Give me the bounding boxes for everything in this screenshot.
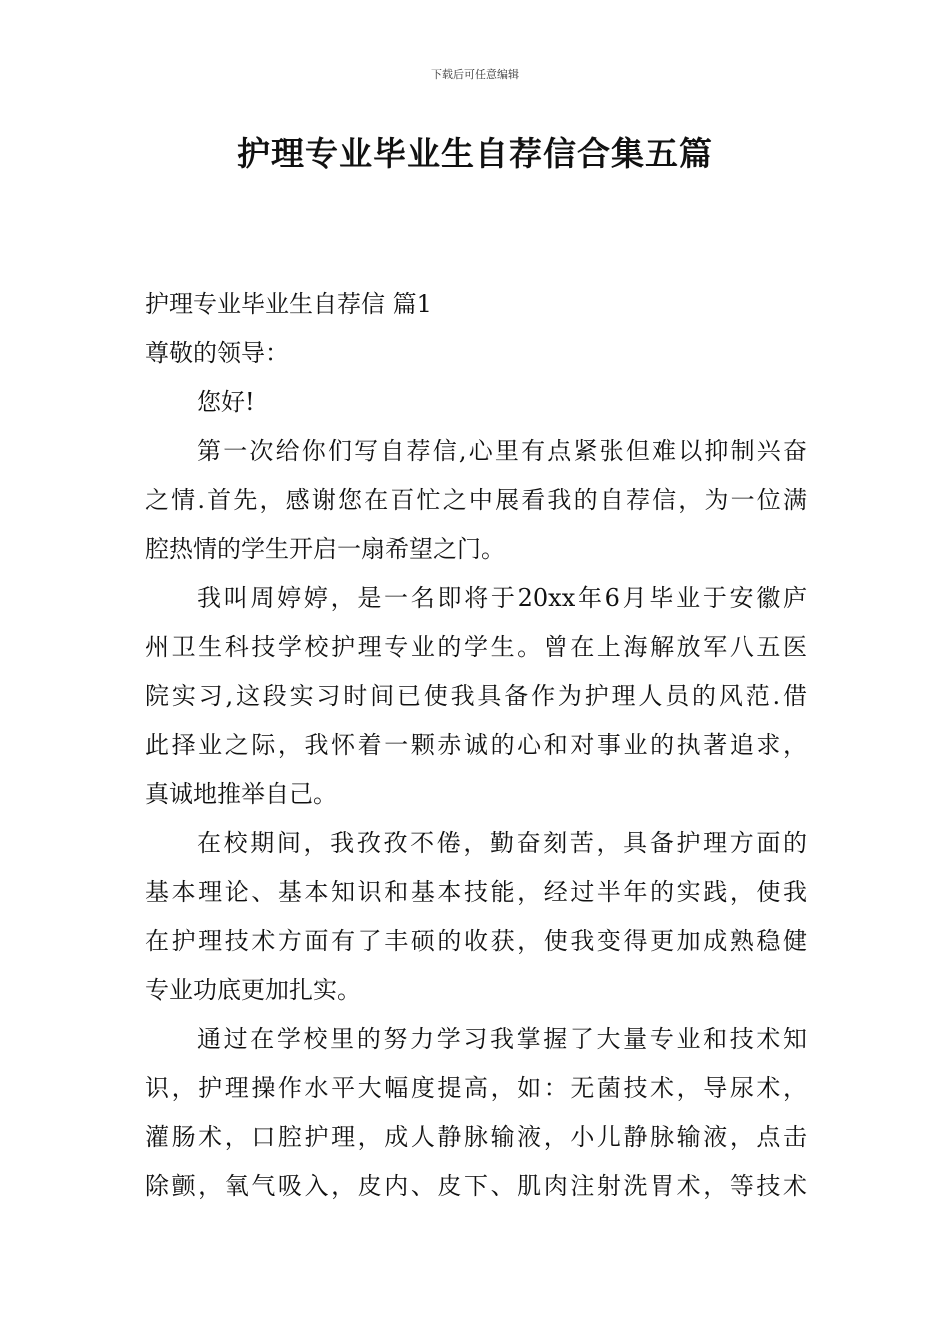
page-header-note: 下载后可任意编辑 xyxy=(431,68,519,81)
section-heading: 护理专业毕业生自荐信 篇1 xyxy=(145,290,432,318)
text-line: 院实习,这段实习时间已使我具备作为护理人员的风范.借 xyxy=(145,682,807,710)
text-line: 识，护理操作水平大幅度提高，如：无菌技术，导尿术， xyxy=(145,1074,807,1102)
letter-body xyxy=(145,280,807,1211)
text-line: 第一次给你们写自荐信,心里有点紧张但难以抑制兴奋 xyxy=(197,437,807,465)
greeting: 您好! xyxy=(197,388,255,416)
text-line: 专业功底更加扎实。 xyxy=(145,976,361,1004)
paragraph-lines xyxy=(145,427,807,1211)
document-title: 护理专业毕业生自荐信合集五篇 xyxy=(237,134,713,173)
text-line: 通过在学校里的努力学习我掌握了大量专业和技术知 xyxy=(197,1025,807,1053)
text-line: 此择业之际，我怀着一颗赤诚的心和对事业的执著追求， xyxy=(145,731,807,759)
salutation: 尊敬的领导： xyxy=(145,339,289,367)
text-line: 灌肠术，口腔护理，成人静脉输液，小儿静脉输液，点击 xyxy=(145,1123,807,1151)
text-line: 基本理论、基本知识和基本技能，经过半年的实践，使我 xyxy=(145,878,807,906)
text-line: 除颤，氧气吸入，皮内、皮下、肌肉注射洗胃术，等技术 xyxy=(145,1172,807,1200)
text-line: 州卫生科技学校护理专业的学生。曾在上海解放军八五医 xyxy=(145,633,807,661)
text-line: 我叫周婷婷，是一名即将于20xx年6月毕业于安徽庐 xyxy=(197,584,807,612)
text-line: 在校期间，我孜孜不倦，勤奋刻苦，具备护理方面的 xyxy=(197,829,807,857)
text-line: 在护理技术方面有了丰硕的收获，使我变得更加成熟稳健 xyxy=(145,927,807,955)
text-line: 真诚地推举自己。 xyxy=(145,780,337,808)
text-line: 之情.首先，感谢您在百忙之中展看我的自荐信，为一位满 xyxy=(145,486,807,514)
text-line: 腔热情的学生开启一扇希望之门。 xyxy=(145,535,505,563)
